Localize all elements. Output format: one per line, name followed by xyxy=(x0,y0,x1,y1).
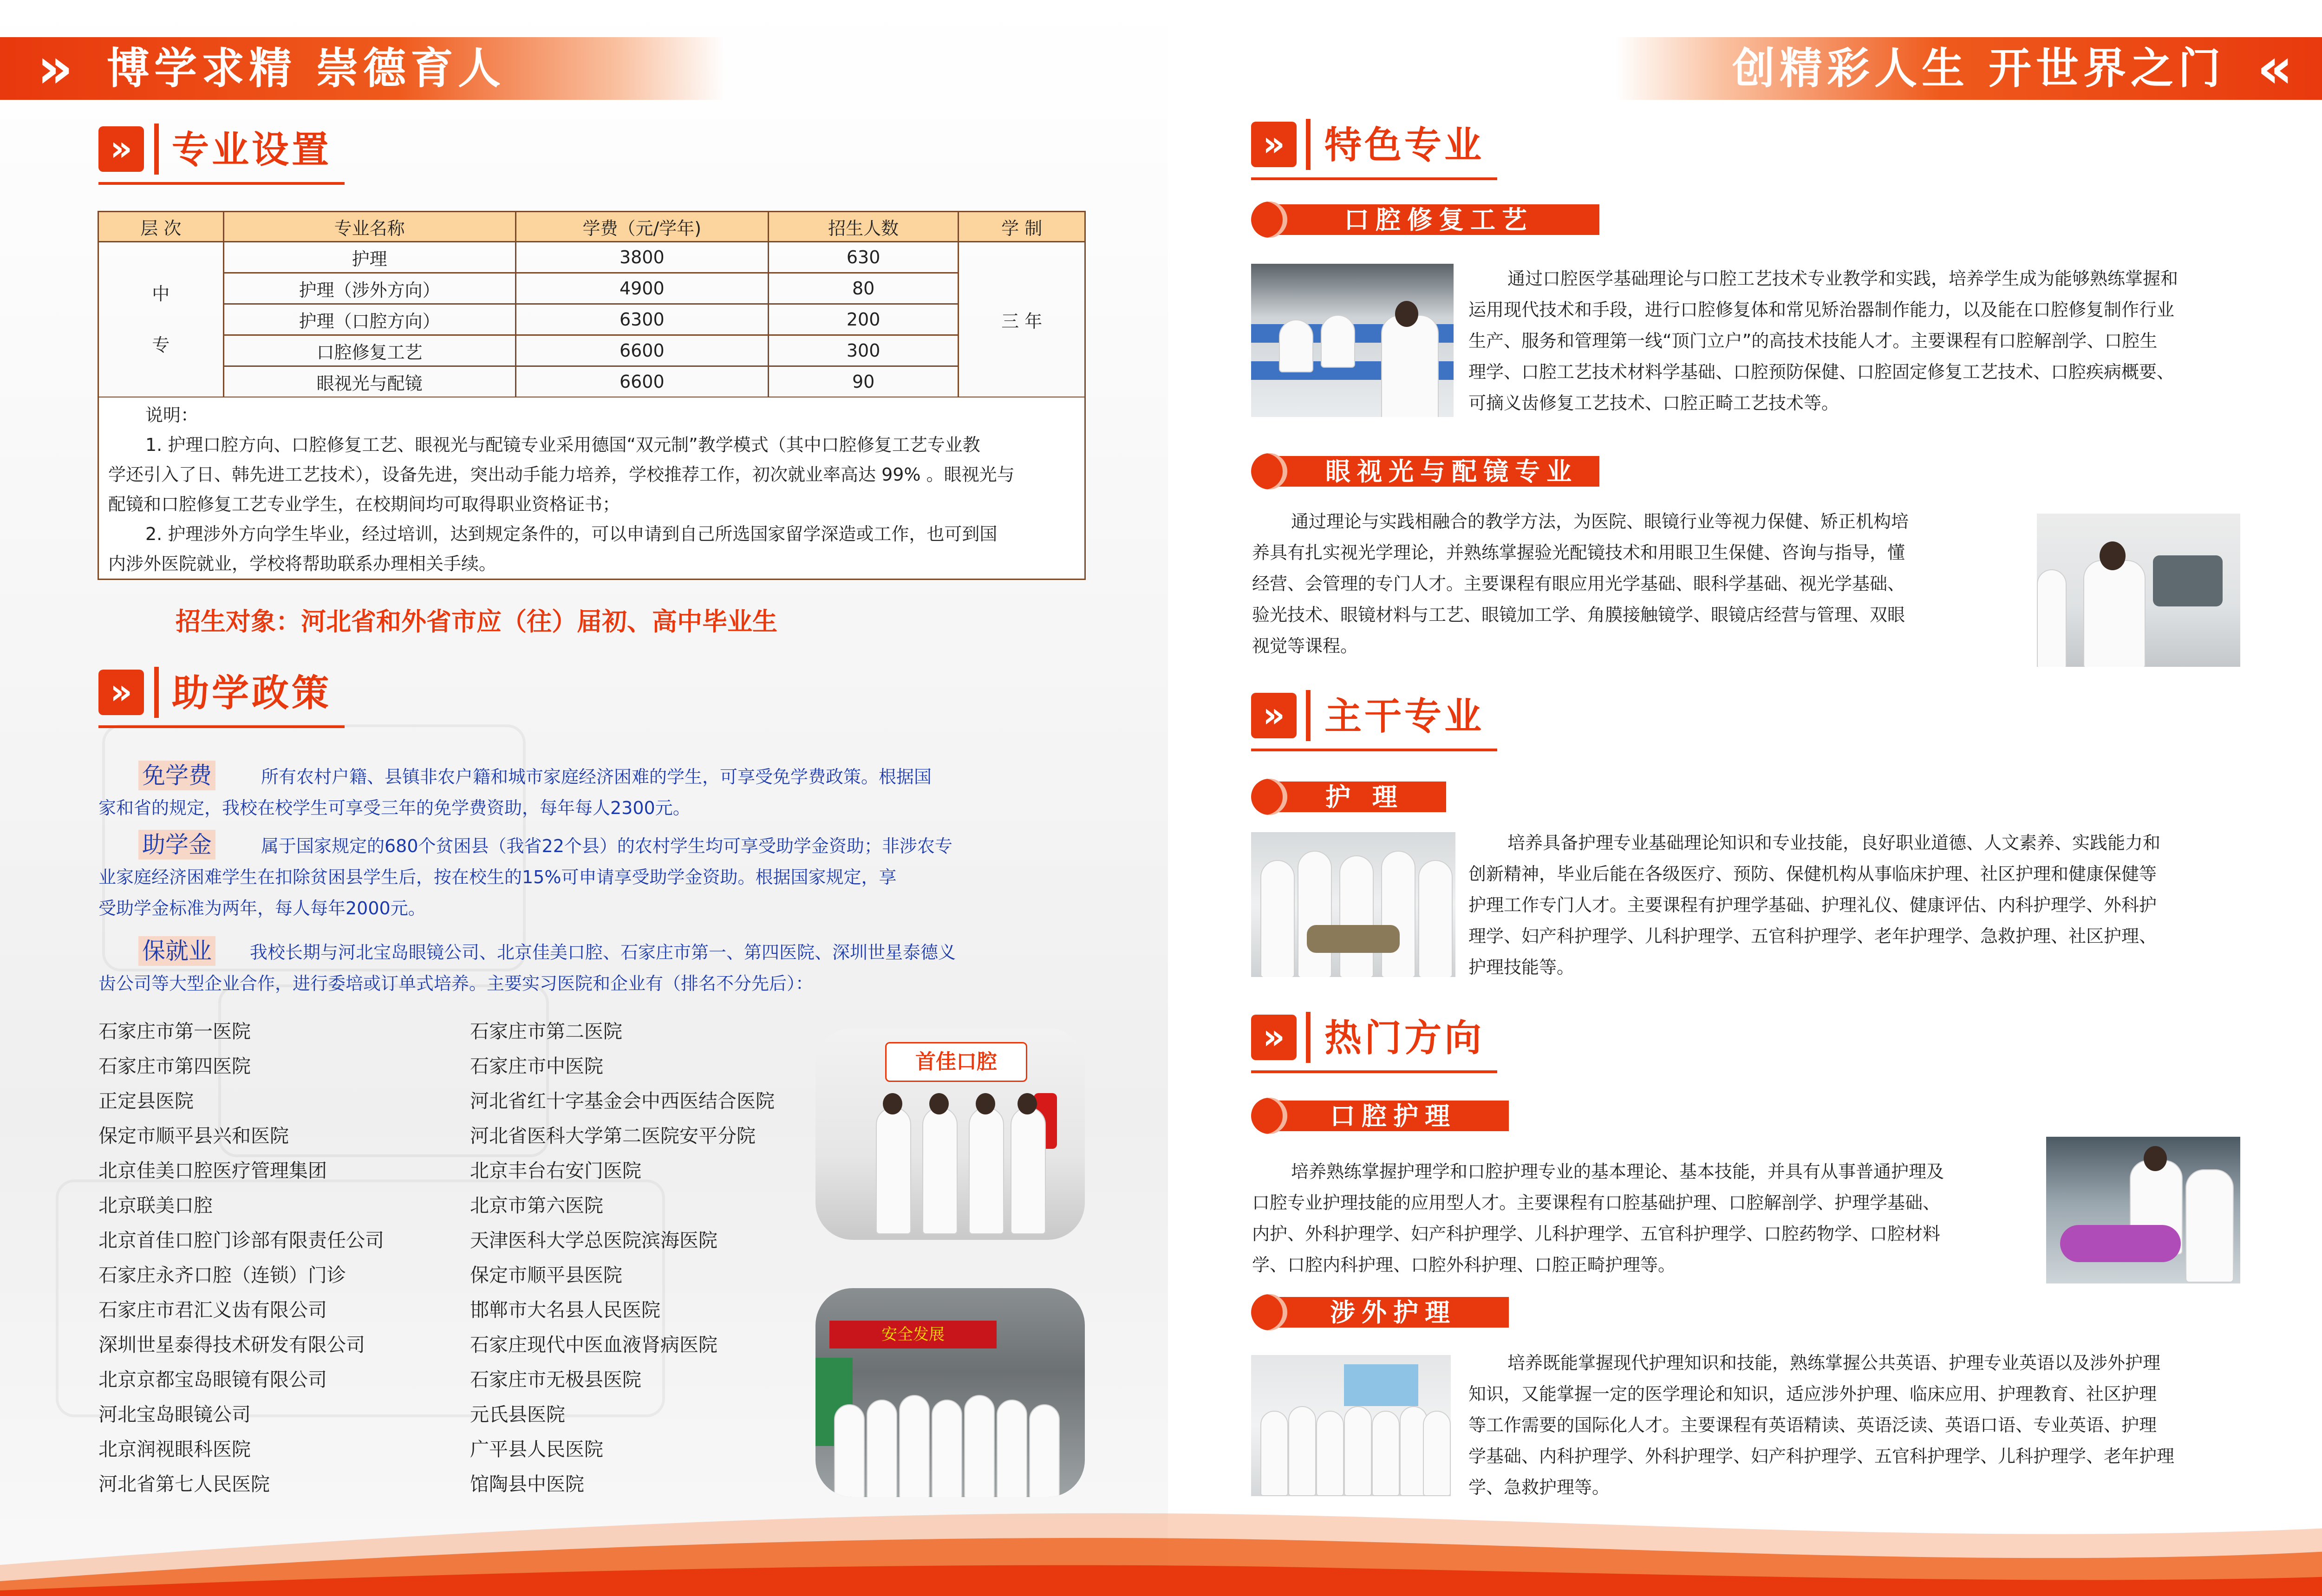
tab-nursing xyxy=(1251,782,1446,812)
level-text-line: 中 xyxy=(152,284,170,304)
section-underline xyxy=(98,725,345,728)
tab-dental-prosthetics xyxy=(1251,204,1599,235)
double-chevron-left-icon: « xyxy=(2257,36,2293,101)
fee-cell: 4900 xyxy=(515,273,768,304)
partner-item: 北京丰台右安门医院 xyxy=(470,1160,641,1182)
count-cell: 300 xyxy=(768,335,958,366)
featured-text-line: 通过口腔医学基础理论与口腔工艺技术专业教学和实践，培养学生成为能够熟练掌握和 xyxy=(1507,268,2179,289)
top-banner-left xyxy=(0,37,724,100)
fee-cell: 3800 xyxy=(515,242,768,273)
policy-text: 属于国家规定的680个贫困县（我省22个县）的农村学生均可享受助学金资助；非涉农专 xyxy=(261,836,952,856)
nursing-class-photo xyxy=(1251,832,1455,977)
policy-text: 所有农村户籍、县镇非农户籍和城市家庭经济困难的学生，可享受免学费政策。根据国 xyxy=(261,767,932,787)
duration-cell: 三 年 xyxy=(959,242,1085,397)
featured-text-line: 生产、服务和管理第一线“顶门立户”的高技术技能人才。主要课程有口腔解剖学、口腔生 xyxy=(1468,331,2158,351)
section-title-aid: 助学政策 xyxy=(172,671,332,715)
partner-item: 深圳世星泰得技术研发有限公司 xyxy=(98,1334,365,1356)
partner-item: 河北省红十字基金会中西医结合医院 xyxy=(470,1090,775,1112)
partner-list-right xyxy=(470,1014,775,1502)
major-name-cell: 口腔修复工艺 xyxy=(223,335,515,366)
table-header-cell: 层 次 xyxy=(98,212,224,242)
dental-lab-photo xyxy=(1251,264,1454,417)
level-cell xyxy=(98,242,224,397)
hot-text-line: 学、急救护理等。 xyxy=(1468,1477,1610,1498)
table-row xyxy=(98,242,1085,273)
section-title-featured: 特色专业 xyxy=(1324,124,1484,167)
count-cell: 90 xyxy=(768,366,958,397)
policy-text: 我校长期与河北宝岛眼镜公司、北京佳美口腔、石家庄市第一、第四医院、深圳世星泰德义 xyxy=(250,942,956,963)
table-row xyxy=(98,304,1085,335)
partner-item: 河北省第七人民医院 xyxy=(98,1473,270,1495)
section-chevron-icon: » xyxy=(98,126,144,172)
level-text-line: 专 xyxy=(152,335,170,355)
policy-text: 业家庭经济困难学生在扣除贫困县学生后，按在校生的15%可申请享受助学金资助。根据国家规定，享 xyxy=(98,867,897,887)
partner-item: 河北省医科大学第二医院安平分院 xyxy=(470,1125,756,1147)
section-title-main: 主干专业 xyxy=(1324,695,1484,738)
table-row xyxy=(98,335,1085,366)
tab-label: 口腔修复工艺 xyxy=(1344,205,1533,235)
main-text-line: 培养具备护理专业基础理论知识和专业技能，良好职业道德、人文素养、实践能力和 xyxy=(1507,833,2161,853)
grant-label: 助学金 xyxy=(138,830,215,860)
partner-item: 北京联美口腔 xyxy=(98,1194,213,1217)
notes-heading: 说明： xyxy=(145,405,199,425)
top-banner-right xyxy=(1616,37,2322,100)
partner-item: 石家庄市中医院 xyxy=(470,1055,603,1077)
section-underline xyxy=(1251,1070,1497,1073)
notes-line: 配镜和口腔修复工艺专业学生，在校期间均可取得职业资格证书； xyxy=(108,494,620,515)
table-header-row xyxy=(98,212,1085,242)
section-divider xyxy=(1306,1012,1311,1063)
partner-item: 石家庄市第二医院 xyxy=(470,1020,622,1042)
tab-dot-icon xyxy=(1251,1098,1287,1134)
tab-dental-nursing xyxy=(1251,1101,1509,1131)
featured-text-line: 通过理论与实践相融合的教学方法，为医院、眼镜行业等视力保健、矫正机构培 xyxy=(1291,511,1909,532)
count-cell: 80 xyxy=(768,273,958,304)
partner-item: 北京润视眼科医院 xyxy=(98,1438,251,1460)
partner-item: 北京首佳口腔门诊部有限责任公司 xyxy=(98,1229,384,1251)
partner-list-left xyxy=(98,1014,384,1502)
major-name-cell: 眼视光与配镜 xyxy=(223,366,515,397)
table-header-cell: 学 制 xyxy=(959,212,1085,242)
double-chevron-right-icon: » xyxy=(37,36,73,101)
hot-text-line: 知识，又能掌握一定的医学理论和知识，适应涉外护理、临床应用、护理教育、社区护理 xyxy=(1468,1384,2157,1404)
section-divider xyxy=(154,667,159,718)
hot-text-line: 培养熟练掌握护理学和口腔护理专业的基本理论、基本技能，并具有从事普通护理及 xyxy=(1291,1161,1944,1182)
featured-text-line: 视觉等课程。 xyxy=(1252,636,1358,656)
partner-item: 北京佳美口腔医疗管理集团 xyxy=(98,1160,327,1182)
notes-line: 内涉外医院就业，学校将帮助联系办理相关手续。 xyxy=(108,554,497,574)
table-notes-box xyxy=(98,397,1086,580)
fee-cell: 6300 xyxy=(515,304,768,335)
section-title-majors: 专业设置 xyxy=(172,128,332,171)
hot-text-line: 学、口腔内科护理、口腔外科护理、口腔正畸护理等。 xyxy=(1252,1255,1676,1275)
tab-dot-icon xyxy=(1251,453,1287,489)
bottom-orange-swoosh xyxy=(0,1477,2322,1596)
hot-text-line: 等工作需要的国际化人才。主要课程有英语精读、英语泛读、英语口语、专业英语、护理 xyxy=(1468,1415,2157,1435)
featured-text-line: 理学、口腔工艺技术材料学基础、口腔预防保健、口腔固定修复工艺技术、口腔疾病概要、 xyxy=(1468,362,2175,382)
fee-cell: 6600 xyxy=(515,335,768,366)
partner-item: 河北宝岛眼镜公司 xyxy=(98,1403,251,1426)
section-divider xyxy=(1306,119,1311,170)
section-underline xyxy=(98,182,345,185)
partner-item: 邯郸市大名县人民医院 xyxy=(470,1299,660,1321)
partner-item: 保定市顺平县医院 xyxy=(470,1264,622,1286)
partner-item: 石家庄市君汇义齿有限公司 xyxy=(98,1299,327,1321)
table-header-cell: 专业名称 xyxy=(223,212,515,242)
tab-dot-icon xyxy=(1251,202,1287,238)
count-cell: 200 xyxy=(768,304,958,335)
notes-line: 2. 护理涉外方向学生毕业，经过培训，达到规定条件的，可以申请到自己所选国家留学深造或工作，也可到国 xyxy=(145,524,998,544)
section-underline xyxy=(1251,749,1497,751)
major-name-cell: 护理（涉外方向） xyxy=(223,273,515,304)
partner-item: 石家庄市第四医院 xyxy=(98,1055,251,1077)
major-name-cell: 护理 xyxy=(223,242,515,273)
partner-item: 广平县人民医院 xyxy=(470,1438,603,1460)
clinic-sign: 首佳口腔 xyxy=(885,1042,1027,1082)
tab-foreign-nursing xyxy=(1251,1297,1509,1328)
partner-item: 石家庄市无极县医院 xyxy=(470,1368,641,1391)
tab-optometry xyxy=(1251,456,1599,487)
table-row xyxy=(98,366,1085,397)
table-header-cell: 学费（元/学年) xyxy=(515,212,768,242)
policy-text: 家和省的规定，我校在校学生可享受三年的免学费资助，每年每人2300元。 xyxy=(98,798,691,818)
section-chevron-icon: » xyxy=(1251,693,1297,738)
table-row xyxy=(98,273,1085,304)
majors-table xyxy=(98,211,1086,398)
major-name-cell: 护理（口腔方向） xyxy=(223,304,515,335)
hot-text-line: 内护、外科护理学、妇产科护理学、儿科护理学、五官科护理学、口腔药物学、口腔材料 xyxy=(1252,1224,1941,1244)
banner-slogan-right: 创精彩人生 开世界之门 xyxy=(1732,44,2226,93)
policy-text: 齿公司等大型企业合作，进行委培或订单式培养。主要实习医院和企业有（排名不分先后）： xyxy=(98,973,814,994)
enrollment-target: 招生对象：河北省和外省市应（往）届初、高中毕业生 xyxy=(176,607,777,636)
tab-label: 护 理 xyxy=(1325,782,1404,812)
section-title-hot: 热门方向 xyxy=(1324,1016,1484,1060)
partner-item: 石家庄现代中医血液肾病医院 xyxy=(470,1334,717,1356)
optometry-photo xyxy=(2037,514,2240,667)
partner-item: 正定县医院 xyxy=(98,1090,194,1112)
section-divider xyxy=(154,124,159,175)
table-header-cell: 招生人数 xyxy=(768,212,958,242)
foreign-nursing-photo xyxy=(1251,1355,1451,1496)
tab-label: 口腔护理 xyxy=(1330,1101,1456,1131)
section-chevron-icon: » xyxy=(98,670,144,715)
partner-item: 保定市顺平县兴和医院 xyxy=(98,1125,289,1147)
partner-item: 石家庄市第一医院 xyxy=(98,1020,251,1042)
featured-text-line: 验光技术、眼镜材料与工艺、眼镜加工学、角膜接触镜学、眼镜店经营与管理、双眼 xyxy=(1252,605,1905,625)
section-chevron-icon: » xyxy=(1251,122,1297,167)
partner-item: 石家庄永齐口腔（连锁）门诊 xyxy=(98,1264,346,1286)
section-underline xyxy=(1251,177,1497,180)
policy-text: 受助学金标准为两年，每人每年2000元。 xyxy=(98,898,426,919)
featured-text-line: 可摘义齿修复工艺技术、口腔正畸工艺技术等。 xyxy=(1468,393,1839,413)
notes-line: 1. 护理口腔方向、口腔修复工艺、眼视光与配镜专业采用德国“双元制”教学模式（其中口腔修复工艺专业教 xyxy=(145,435,980,455)
tab-label: 涉外护理 xyxy=(1330,1297,1456,1327)
main-text-line: 创新精神，毕业后能在各级医疗、预防、保健机构从事临床护理、社区护理和健康保健等 xyxy=(1468,864,2157,884)
featured-text-line: 运用现代技术和手段，进行口腔修复体和常见矫治器制作能力，以及能在口腔修复制作行业 xyxy=(1468,300,2175,320)
red-banner: 安全发展 xyxy=(829,1321,997,1348)
tab-dot-icon xyxy=(1251,779,1287,815)
section-divider xyxy=(1306,690,1311,741)
tab-label: 眼视光与配镜专业 xyxy=(1325,456,1578,486)
hot-text-line: 口腔专业护理技能的应用型人才。主要课程有口腔基础护理、口腔解剖学、护理学基础、 xyxy=(1252,1192,1941,1213)
count-cell: 630 xyxy=(768,242,958,273)
partner-item: 元氏县医院 xyxy=(470,1403,565,1426)
fee-cell: 6600 xyxy=(515,366,768,397)
free-tuition-label: 免学费 xyxy=(138,761,215,790)
hospital-group-photo xyxy=(815,1288,1085,1497)
main-text-line: 护理技能等。 xyxy=(1468,957,1575,977)
section-chevron-icon: » xyxy=(1251,1015,1297,1060)
main-text-line: 理学、妇产科护理学、儿科护理学、五官科护理学、老年护理学、急救护理、社区护理、 xyxy=(1468,926,2157,946)
employment-label: 保就业 xyxy=(138,936,215,966)
tab-dot-icon xyxy=(1251,1294,1287,1330)
banner-slogan-left: 博学求精 崇德育人 xyxy=(107,44,506,93)
hot-text-line: 培养既能掌握现代护理知识和技能，熟练掌握公共英语、护理专业英语以及涉外护理 xyxy=(1507,1353,2161,1373)
partner-item: 北京京都宝岛眼镜有限公司 xyxy=(98,1368,327,1391)
featured-text-line: 养具有扎实视光学理论，并熟练掌握验光配镜技术和用眼卫生保健、咨询与指导，懂 xyxy=(1252,542,1905,563)
hot-text-line: 学基础、内科护理学、外科护理学、妇产科护理学、五官科护理学、儿科护理学、老年护理 xyxy=(1468,1446,2175,1466)
dental-nursing-photo xyxy=(2046,1137,2240,1283)
partner-item: 北京市第六医院 xyxy=(470,1194,603,1217)
main-text-line: 护理工作专门人才。主要课程有护理学基础、护理礼仪、健康评估、内科护理学、外科护 xyxy=(1468,895,2157,915)
featured-text-line: 经营、会管理的专门人才。主要课程有眼应用光学基础、眼科学基础、视光学基础、 xyxy=(1252,573,1905,594)
partner-item: 天津医科大学总医院滨海医院 xyxy=(470,1229,717,1251)
clinic-staff-photo xyxy=(815,1028,1085,1240)
notes-line: 学还引入了日、韩先进工艺技术），设备先进，突出动手能力培养，学校推荐工作，初次就业率高达 99% 。眼视光与 xyxy=(108,464,1015,485)
partner-item: 馆陶县中医院 xyxy=(470,1473,584,1495)
